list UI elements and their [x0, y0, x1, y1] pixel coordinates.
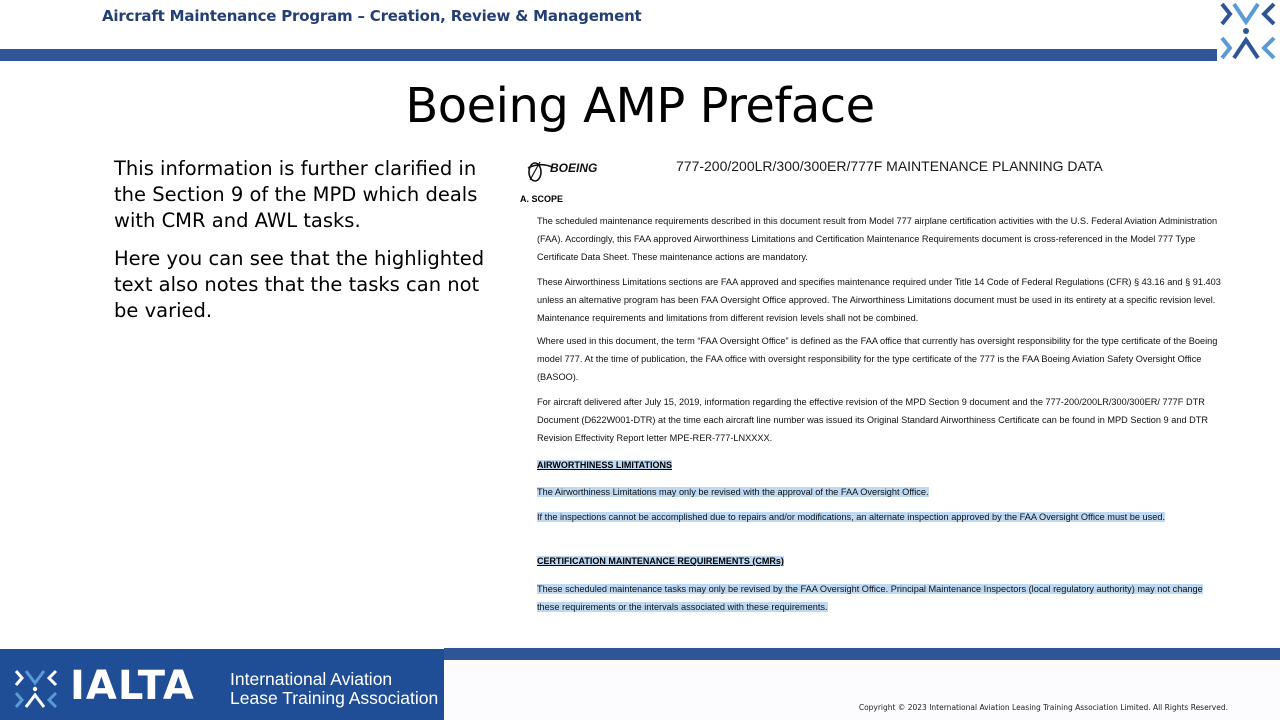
doc-paragraph: Where used in this document, the term “FAA Oversight Office” is defined as the FAA office that currently has oversight responsibility for the type certificate of the Boeing model 777. At the time of publication, the FAA office with oversight responsibility for the type certificate of the 777 is the FAA Boeing Aviation Safety Oversight Office (BASOO). — [537, 336, 1218, 382]
cmr-heading — [537, 556, 784, 566]
awl-heading — [537, 460, 672, 470]
boeing-logo-text: BOEING — [550, 161, 598, 175]
copyright-notice: Copyright © 2023 International Aviation Leasing Training Association Limited. All Rights Reserved. — [858, 703, 1228, 712]
org-line-1: International Aviation — [230, 669, 393, 689]
cmr-highlight — [537, 580, 1227, 616]
slide-title: Boeing AMP Preface — [405, 78, 875, 134]
body-paragraph-1: This information is further clarified in the Section 9 of the MPD which deals with CMR and AWL tasks. — [114, 157, 478, 232]
doc-paragraph: These Airworthiness Limitations sections are FAA approved and specifies maintenance required under Title 14 Code of Federal Regulations (CFR) § 43.16 and § 91.403 unless an alternative program has been FAA Oversight Office approved. The Airworthiness Limitations document must be used in its entirety at a specific revision level. Maintenance requirements and limitations from different revision levels shall not be combined. — [537, 277, 1221, 323]
org-line-2: Lease Training Association — [230, 688, 439, 708]
header-bar — [0, 49, 1217, 61]
awl-heading-text: AIRWORTHINESS LIMITATIONS — [537, 460, 672, 470]
course-title: Aircraft Maintenance Program – Creation, Review & Management — [102, 7, 642, 25]
doc-section-scope: A. SCOPE — [520, 194, 564, 204]
awl-highlight-2 — [537, 508, 1227, 526]
boeing-logo-icon — [526, 156, 646, 184]
doc-header — [526, 156, 1226, 184]
ialta-org-name — [230, 670, 438, 708]
ialta-mark-icon — [14, 669, 58, 709]
doc-paragraph: For aircraft delivered after July 15, 2019, information regarding the effective revision of the MPD Section 9 document and the 777-200/200LR/300/300ER/ 777F DTR Document (D622W001-DTR) at the time each aircraft line number was issued its Original Standard Airworthiness Certificate can be found in MPD Section 9 and DTR Revision Effectivity Report letter MPE-RER-777-LNXXXX. — [537, 397, 1208, 443]
awl-highlight-1 — [537, 483, 1227, 501]
awl-text-2: If the inspections cannot be accomplished due to repairs and/or modifications, an alternate inspection approved by the FAA Oversight Office must be used. — [537, 512, 1166, 522]
doc-paragraph: The scheduled maintenance requirements described in this document result from Model 777 airplane certification activities with the U.S. Federal Aviation Administration (FAA). Accordingly, this FAA approved Airworthiness Limitations and Certification Maintenance Requirements document is cross-referenced in the Model 777 Type Certificate Data Sheet. These maintenance actions are mandatory. — [537, 216, 1218, 262]
cmr-text: These scheduled maintenance tasks may only be revised by the FAA Oversight Office. Principal Maintenance Inspectors (local regulatory authority) may not change these requirements or the intervals associated with these requirements. — [537, 584, 1203, 612]
mpd-document-excerpt — [516, 150, 1226, 618]
ialta-corner-logo-icon — [1216, 0, 1280, 62]
awl-text-1: The Airworthiness Limitations may only be revised with the approval of the FAA Oversight Office. — [537, 487, 929, 497]
cmr-heading-text: CERTIFICATION MAINTENANCE REQUIREMENTS (CMRs) — [537, 556, 784, 566]
ialta-wordmark: IALTA — [70, 663, 195, 709]
footer-bar — [444, 648, 1280, 660]
footer-logo — [0, 649, 444, 720]
body-paragraph-2: Here you can see that the highlighted text also notes that the tasks can not be varied. — [114, 247, 485, 322]
doc-title: 777-200/200LR/300/300ER/777F MAINTENANCE PLANNING DATA — [676, 158, 1103, 174]
body-text — [114, 156, 494, 336]
